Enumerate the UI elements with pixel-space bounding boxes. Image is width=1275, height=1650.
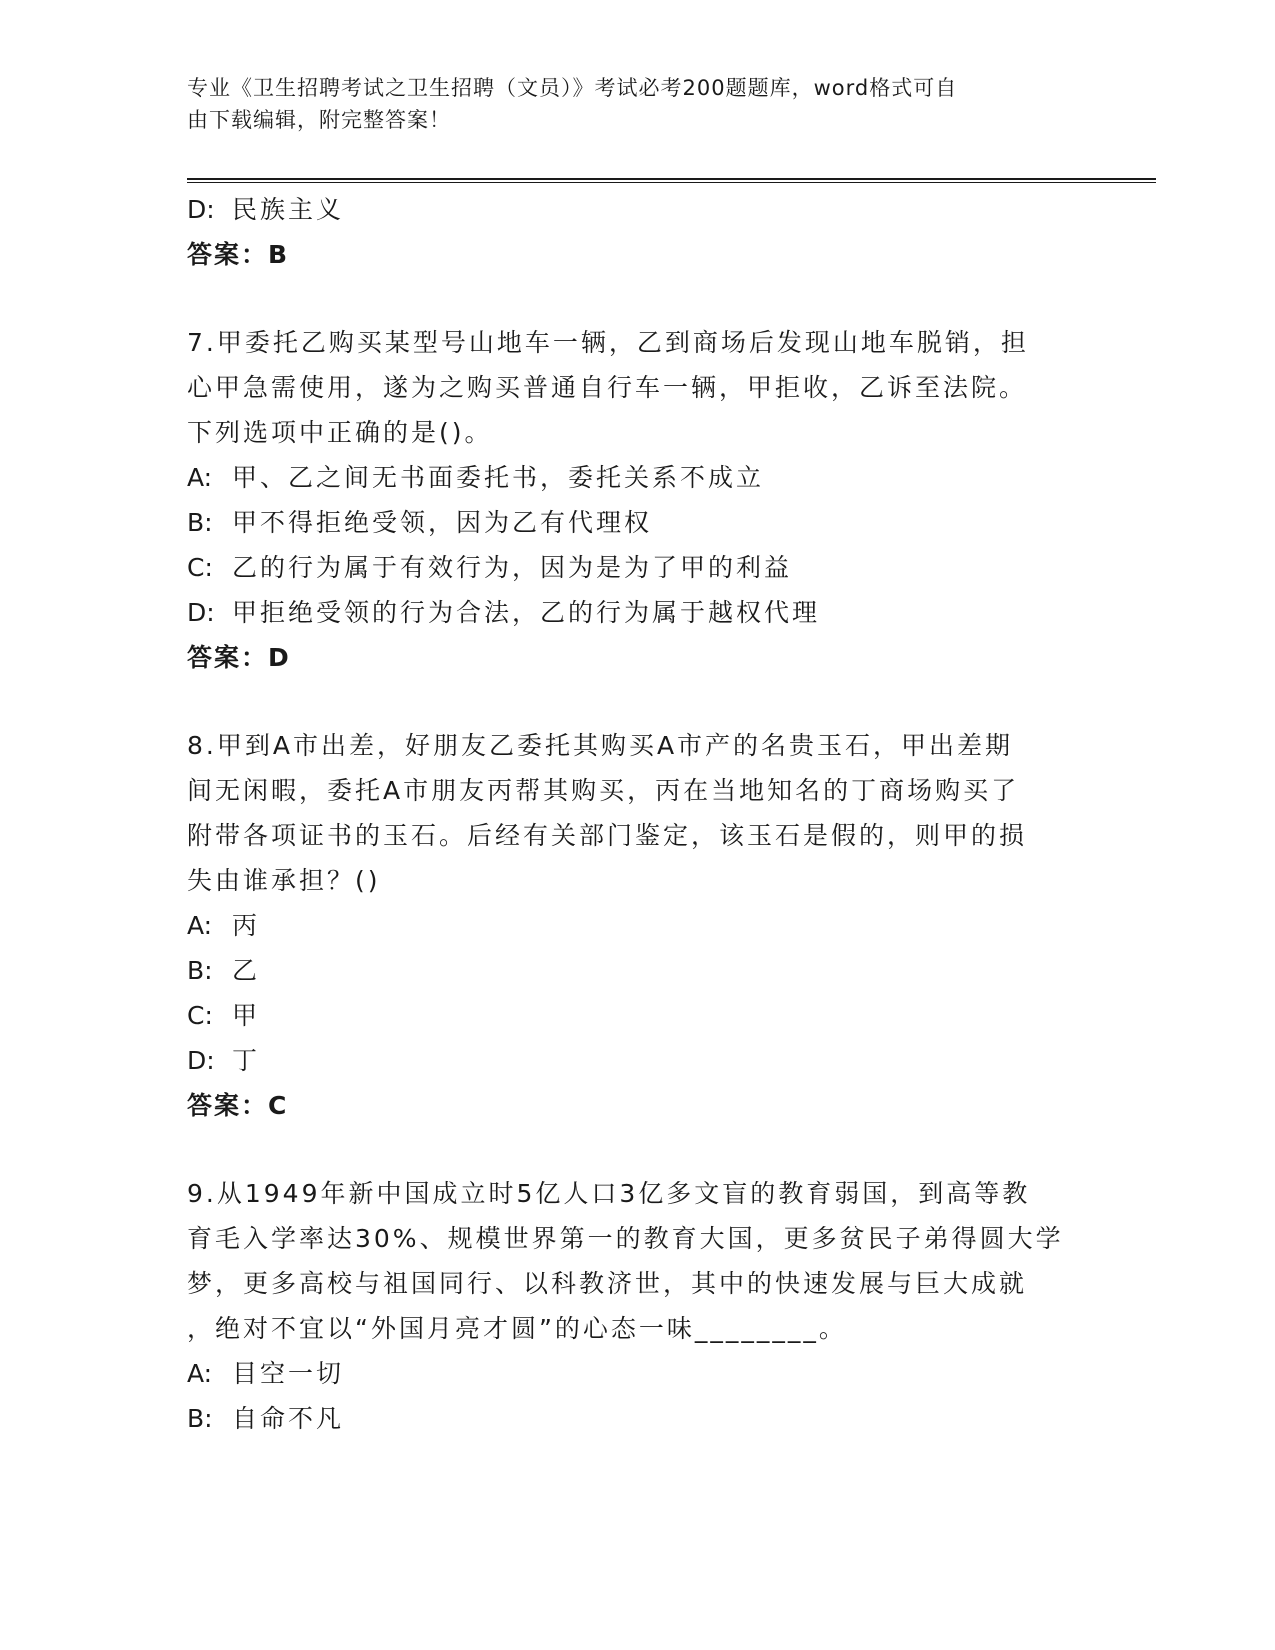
spacer — [187, 1128, 1087, 1171]
option-a — [187, 455, 1087, 500]
option-letter: B: — [187, 1404, 213, 1433]
option-letter: C: — [187, 553, 213, 582]
question-text-line: 8.甲到A市出差，好朋友乙委托其购买A市产的名贵玉石，甲出差期 — [187, 731, 1014, 760]
question-text-line: 7.甲委托乙购买某型号山地车一辆，乙到商场后发现山地车脱销，担 — [187, 328, 1029, 357]
question-text-line: 心甲急需使用，遂为之购买普通自行车一辆，甲拒收，乙诉至法院。 — [187, 373, 1028, 402]
option-text: 目空一切 — [232, 1359, 345, 1388]
option-letter: A: — [187, 463, 213, 492]
option-d — [187, 1038, 1087, 1083]
option-letter: B: — [187, 956, 213, 985]
option-text: 丁 — [232, 1046, 261, 1075]
option-text: 自命不凡 — [232, 1404, 345, 1433]
option-b — [187, 1396, 1087, 1441]
option-text: 甲 — [232, 1001, 261, 1030]
option-letter: C: — [187, 1001, 213, 1030]
option-letter: A: — [187, 1359, 213, 1388]
spacer — [187, 680, 1087, 723]
document-header — [187, 72, 1087, 136]
option-text: 乙的行为属于有效行为，因为是为了甲的利益 — [232, 553, 793, 582]
question-text-line: 育毛入学率达30%、规模世界第一的教育大国，更多贫民子弟得圆大学 — [187, 1224, 1064, 1253]
option-b — [187, 948, 1087, 993]
spacer — [187, 277, 1087, 320]
option-c — [187, 993, 1087, 1038]
answer-line: 答案：C — [187, 1091, 289, 1120]
question-8 — [187, 723, 1087, 1128]
option-text: 乙 — [232, 956, 261, 985]
question-text-line: 间无闲暇，委托A市朋友丙帮其购买，丙在当地知名的丁商场购买了 — [187, 776, 1020, 805]
question-text-line: 下列选项中正确的是()。 — [187, 418, 493, 447]
option-letter: A: — [187, 911, 213, 940]
option-a — [187, 903, 1087, 948]
option-text: 民族主义 — [232, 195, 345, 224]
option-text: 甲、乙之间无书面委托书，委托关系不成立 — [232, 463, 765, 492]
option-d — [187, 187, 1087, 232]
question-text-line: ，绝对不宜以“外国月亮才圆”的心态一味________。 — [187, 1314, 847, 1343]
answer-line: 答案：D — [187, 643, 291, 672]
option-letter: B: — [187, 508, 213, 537]
option-letter: D: — [187, 598, 215, 627]
option-letter: D: — [187, 195, 215, 224]
header-line-2: 由下载编辑，附完整答案！ — [187, 108, 451, 132]
question-9 — [187, 1171, 1087, 1441]
document-body — [187, 187, 1087, 1441]
header-divider — [187, 178, 1156, 183]
answer-line: 答案：B — [187, 240, 290, 269]
option-b — [187, 500, 1087, 545]
question-7 — [187, 320, 1087, 680]
question-text-line: 9.从1949年新中国成立时5亿人口3亿多文盲的教育弱国，到高等教 — [187, 1179, 1031, 1208]
option-letter: D: — [187, 1046, 215, 1075]
option-text: 甲拒绝受领的行为合法，乙的行为属于越权代理 — [232, 598, 821, 627]
option-d — [187, 590, 1087, 635]
question-text-line: 梦，更多高校与祖国同行、以科教济世，其中的快速发展与巨大成就 — [187, 1269, 1028, 1298]
option-a — [187, 1351, 1087, 1396]
question-text-line: 失由谁承担？() — [187, 866, 381, 895]
question-text-line: 附带各项证书的玉石。后经有关部门鉴定，该玉石是假的，则甲的损 — [187, 821, 1028, 850]
option-c — [187, 545, 1087, 590]
header-line-1: 专业《卫生招聘考试之卫生招聘（文员）》考试必考200题题库，word格式可自 — [187, 76, 958, 100]
option-text: 甲不得拒绝受领，因为乙有代理权 — [232, 508, 653, 537]
option-text: 丙 — [232, 911, 261, 940]
